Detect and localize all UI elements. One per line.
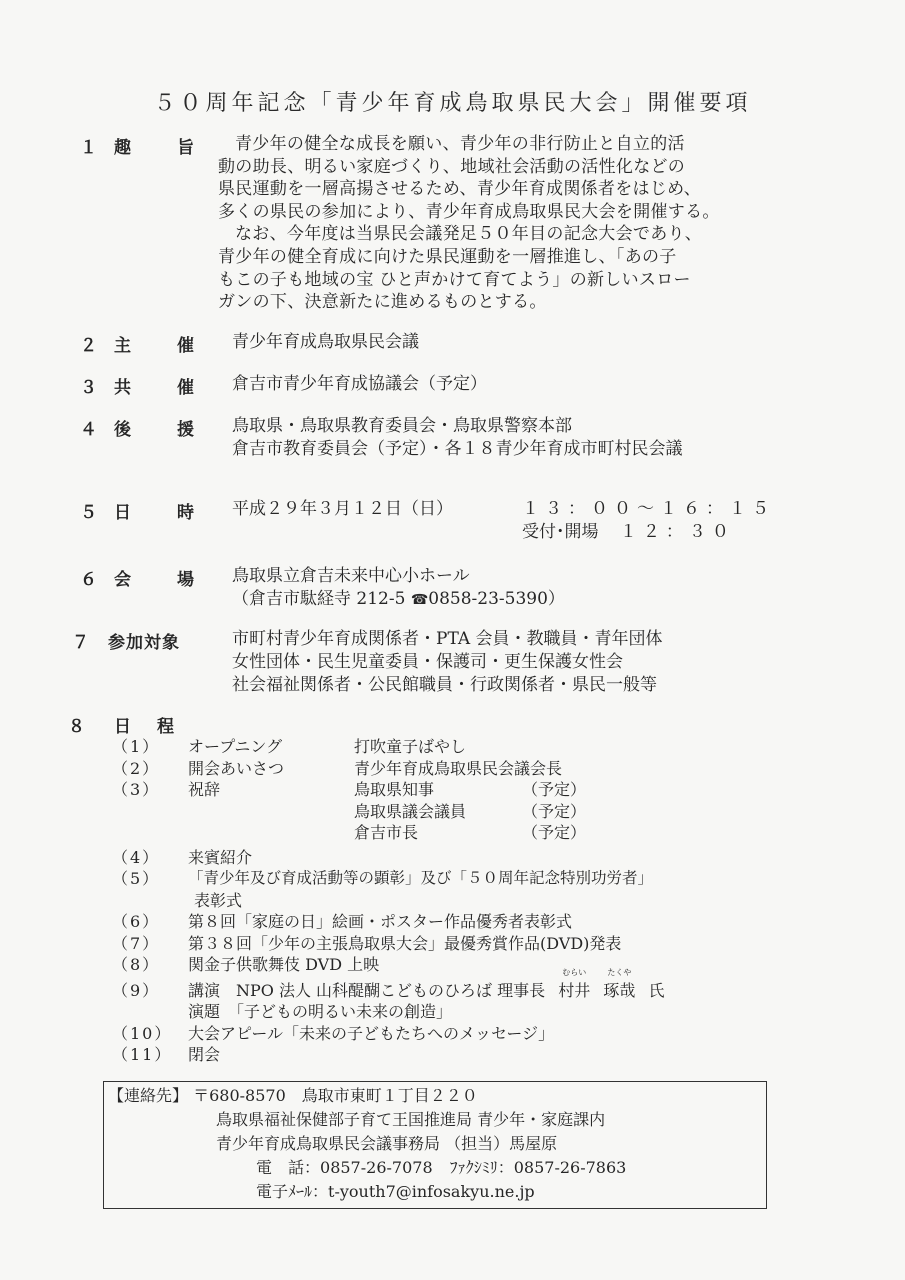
- venue-address: （倉吉市駄経寺 212-5: [232, 589, 406, 609]
- contact-postal: 〒680-8570 鳥取市東町１丁目２２０: [193, 1086, 478, 1105]
- lecture-info: 講演 NPO 法人 山科醍醐こどものひろば 理事長: [188, 980, 546, 1000]
- lecturer-honorific: 氏: [648, 980, 665, 1000]
- section-label: 参加対象: [108, 633, 180, 653]
- section-label: 会 場: [114, 570, 194, 590]
- event-time: １３：００～１６：１５ 受付･開場 １２：３０: [522, 499, 775, 542]
- section-label: 日 程: [114, 717, 174, 737]
- email-address[interactable]: t-youth7@infosakyu.ne.jp: [328, 1182, 535, 1201]
- fax-number: 0857-26-7863: [513, 1158, 627, 1177]
- target-text: 市町村青少年育成関係者・PTA 会員・教職員・青年団体 女性団体・民生児童委員・保護司・更生保護女性会 社会福祉関係者・公民館職員・行政関係者・県民一般等: [232, 629, 663, 695]
- contact-label: 【連絡先】: [108, 1086, 189, 1105]
- section-label: 後 援: [114, 420, 194, 440]
- purpose-text: 青少年の健全な成長を願い、青少年の非行防止と自立的活 動の助長、明るい家庭づくり、地域社会活動の活性化などの 県民運動を一層高揚させるため、青少年育成関係者をはじめ、 多くの県民の参加により、青少年育成鳥取県民大会を開催する。 なお、今年度は当県民会議発足５０年目の記念大会であり、 青少年の健全育成に向けた県民運動を一層推進し、「あの子 もこの子も地域の宝 ひと声かけて育てよう」の新しいスロー ガンの下、決意新たに進めるものとする。: [218, 134, 720, 313]
- email-label: 電子ﾒｰﾙ：: [256, 1182, 329, 1201]
- contact-office: 青少年育成鳥取県民会議事務局 （担当）馬屋原: [216, 1134, 558, 1153]
- venue-phone: 0858-23-5390）: [428, 589, 565, 609]
- section-number: ６: [80, 570, 97, 590]
- tel-label: 電 話：: [256, 1158, 321, 1177]
- tel-number: 0857-26-7078: [320, 1158, 433, 1177]
- organizer-text: 青少年育成鳥取県民会議: [232, 332, 419, 352]
- section-number: １: [80, 138, 97, 158]
- section-number: ４: [80, 420, 97, 440]
- section-label: 日 時: [114, 503, 194, 523]
- page-title: ５０周年記念「青少年育成鳥取県民大会」開催要項: [153, 91, 752, 116]
- section-number: ３: [80, 378, 97, 398]
- section-number: ５: [80, 503, 97, 523]
- fax-label: ﾌｧｸｼﾐﾘ：: [449, 1158, 514, 1177]
- co-organizer-text: 倉吉市青少年育成協議会（予定）: [232, 374, 487, 394]
- support-text: 鳥取県・鳥取県教育委員会・鳥取県警察本部 倉吉市教育委員会（予定）・各１８青少年育成市町村民会議: [232, 416, 683, 459]
- venue-text: 鳥取県立倉吉未来中心小ホール （倉吉市駄経寺 212-5 ☎0858-23-5390）: [232, 566, 565, 609]
- reception-label: 受付･開場: [522, 522, 599, 542]
- phone-icon: ☎: [410, 592, 429, 608]
- section-number: ２: [80, 336, 97, 356]
- lecturer-surname: むらい 村井: [558, 967, 591, 1000]
- section-number: ８: [68, 717, 85, 737]
- document-page: ５０周年記念「青少年育成鳥取県民大会」開催要項 １ 趣 旨 青少年の健全な成長を願い、青少年の非行防止と自立的活 動の助長、明るい家庭づくり、地域社会活動の活性化などの 県民運動を一層高揚させるため、青少年育成関係者をはじめ、 多くの県民の参加により、青少年育成鳥取県民大会を開催する。 なお、今年度は当県民会議発足５０年目の記念大会であり、 青少年の健全育成に向けた県民運動を一層推進し、「あの子 もこの子も地域の宝 ひと声かけて育てよう」の新しいスロー ガンの下、決意新たに進めるものとする。 ２ 主 催 青少年育成鳥取県民会議 ３ 共 催 倉吉市青少年育成協議会（予定） ４ 後 援 鳥取県・鳥取県教育委員会・鳥取県警察本部 倉吉市教育委員会（予定）・各１８青少年育成市町村民会議 ５ 日 時 平成２９年３月１２日（日） １３：００～１６：１５ 受付･開場 １２：３０ ６ 会 場 鳥取県立倉吉未来中心小ホール （倉吉市駄経寺 212-5 ☎0858-23-5390） ７ 参加対象 市町村青少年育成関係者・PTA 会員・教職員・青年団体 女性団体・民生児童委員・保護司・更生保護女性会 社会福祉関係者・公民館職員・行政関係者・県民一般等 ８ 日 程 （1） オープニング 打吹童子ばやし （2） 開会あいさつ 青少年育成鳥取県民会議会長 （3） 祝辞 鳥取県知事 （予定） 鳥取県議会議員 （予定） 倉吉市長 （予定） （4） 来賓紹介 （5） 「青少年及び育成活動等の顕彰」及び「５０周年記念特別功労者」 表彰式 （6） 第８回「家庭の日」絵画・ポスター作品優秀者表彰式 （7） 第３８回「少年の主張鳥取県大会」最優秀賞作品(DVD)発表 （8） 関金子供歌舞伎 DVD 上映 （9） 講演 NPO 法人 山科醍醐こどものひろば 理事長 むらい 村井 たくや 琢哉 氏 演題 「子どもの明るい未来の創造」 （10） 大会アピール「未来の子どもたちへのメッセージ」 （11） 閉会 【連絡先】 〒680-8570 鳥取市東町１丁目２２０ 鳥取県福祉保健部子育て王国推進局 青少年・家庭課内 青少年育成鳥取県民会議事務局 （担当）馬屋原 電 話：0857-26-7078 ﾌｧｸｼﾐﾘ：0857-26-7863 電子ﾒｰﾙ：t-youth7@infosakyu.ne.jp: [0, 0, 905, 1280]
- section-label: 共 催: [114, 378, 194, 398]
- section-label: 主 催: [114, 336, 194, 356]
- contact-box: [103, 1081, 767, 1209]
- event-date: 平成２９年３月１２日（日）: [232, 499, 453, 519]
- section-label: 趣 旨: [114, 138, 194, 158]
- lecturer-given-name: たくや 琢哉: [603, 967, 636, 1000]
- section-number: ７: [72, 633, 89, 653]
- reception-time: １２：３０: [619, 522, 735, 542]
- contact-dept: 鳥取県福祉保健部子育て王国推進局 青少年・家庭課内: [216, 1110, 606, 1129]
